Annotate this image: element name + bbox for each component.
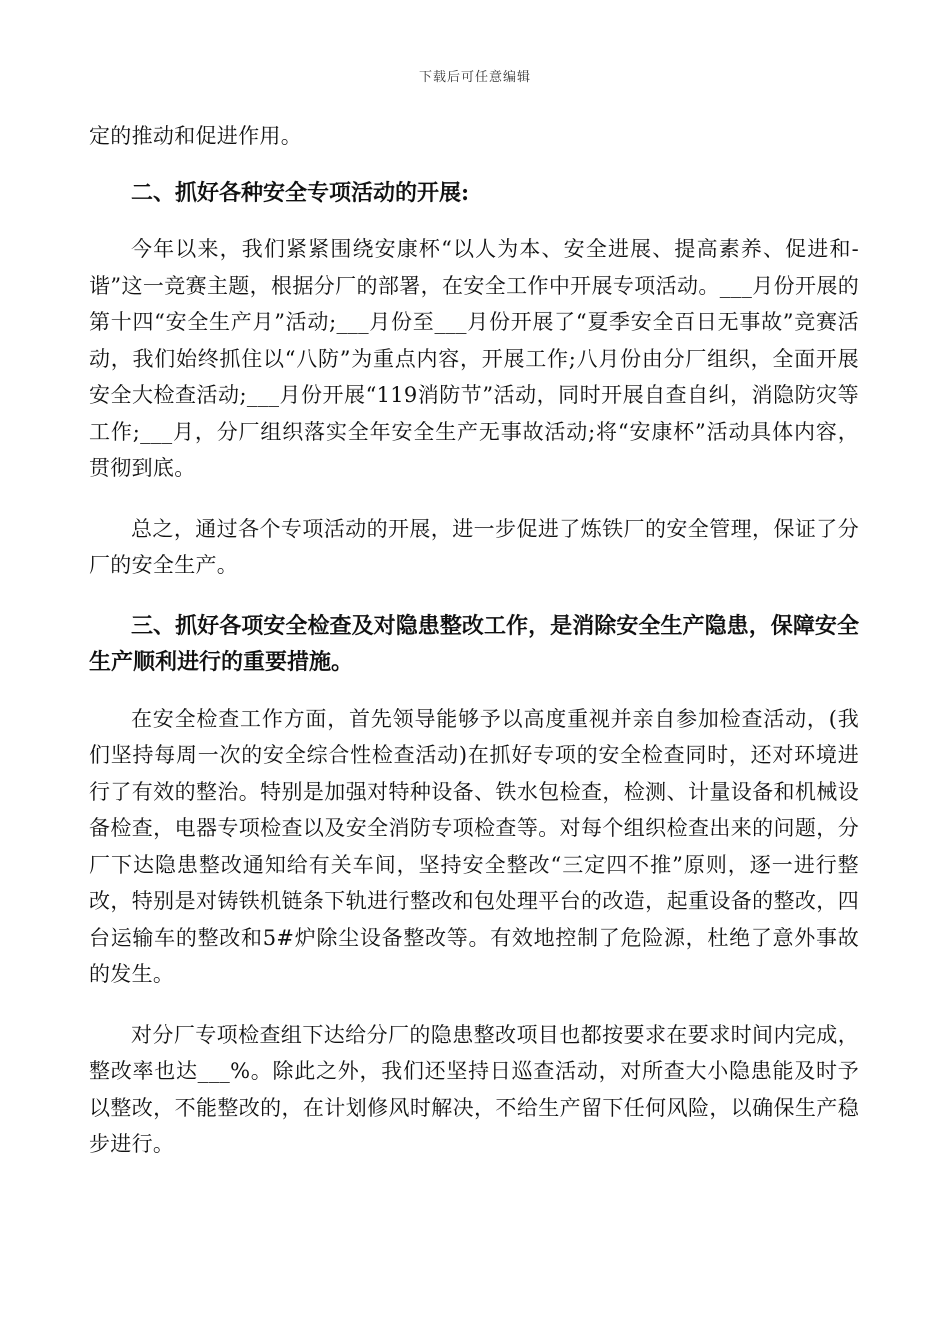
paragraph-inspection: 在安全检查工作方面，首先领导能够予以高度重视并亲自参加检查活动，(我们坚持每周一次的安全综合性检查活动)在抓好专项的安全检查同时，还对环境进行了有效的整治。特别是加强对特种设备、铁水包检查，检测、计量设备和机械设备检查，电器专项检查以及安全消防专项检查等。对每个组织检查出来的问题，分厂下达隐患整改通知给有关车间，坚持安全整改“三定四不推”原则，逐一进行整改，特别是对铸铁机链条下轨进行整改和包处理平台的改造，起重设备的整改，四台运输车的整改和5#炉除尘设备整改等。有效地控制了危险源，杜绝了意外事故的发生。: [89, 706, 859, 986]
paragraph-activities: 今年以来，我们紧紧围绕安康杯“以人为本、安全进展、提高素养、促进和-谐”这一竞赛主题，根据分厂的部署，在安全工作中开展专项活动。___月份开展的第十四“安全生产月”活动;___月份至___月份开展了“夏季安全百日无事故”竞赛活动，我们始终抓住以“八防”为重点内容，开展工作;八月份由分厂组织，全面开展安全大检查活动;___月份开展“119消防节”活动，同时开展自查自纠，消隐防灾等工作;___月，分厂组织落实全年安全生产无事故活动;将“安康杯”活动具体内容，贯彻到底。: [89, 237, 859, 480]
section-heading-3: 三、抓好各项安全检查及对隐患整改工作，是消除安全生产隐患，保障安全生产顺利进行的重要措施。: [89, 612, 859, 675]
page-header: 下载后可任意编辑: [418, 70, 531, 85]
section-heading-2: 二、抓好各种安全专项活动的开展:: [131, 179, 470, 206]
paragraph-continuation: 定的推动和促进作用。: [89, 124, 302, 148]
document-body: [89, 118, 859, 1163]
paragraph-rectification: 对分厂专项检查组下达给分厂的隐患整改项目也都按要求在要求时间内完成，整改率也达___%。除此之外，我们还坚持日巡查活动，对所查大小隐患能及时予以整改，不能整改的，在计划修风时解决，不给生产留下任何风险，以确保生产稳步进行。: [89, 1022, 859, 1156]
paragraph-summary: 总之，通过各个专项活动的开展，进一步促进了炼铁厂的安全管理，保证了分厂的安全生产。: [89, 516, 859, 577]
